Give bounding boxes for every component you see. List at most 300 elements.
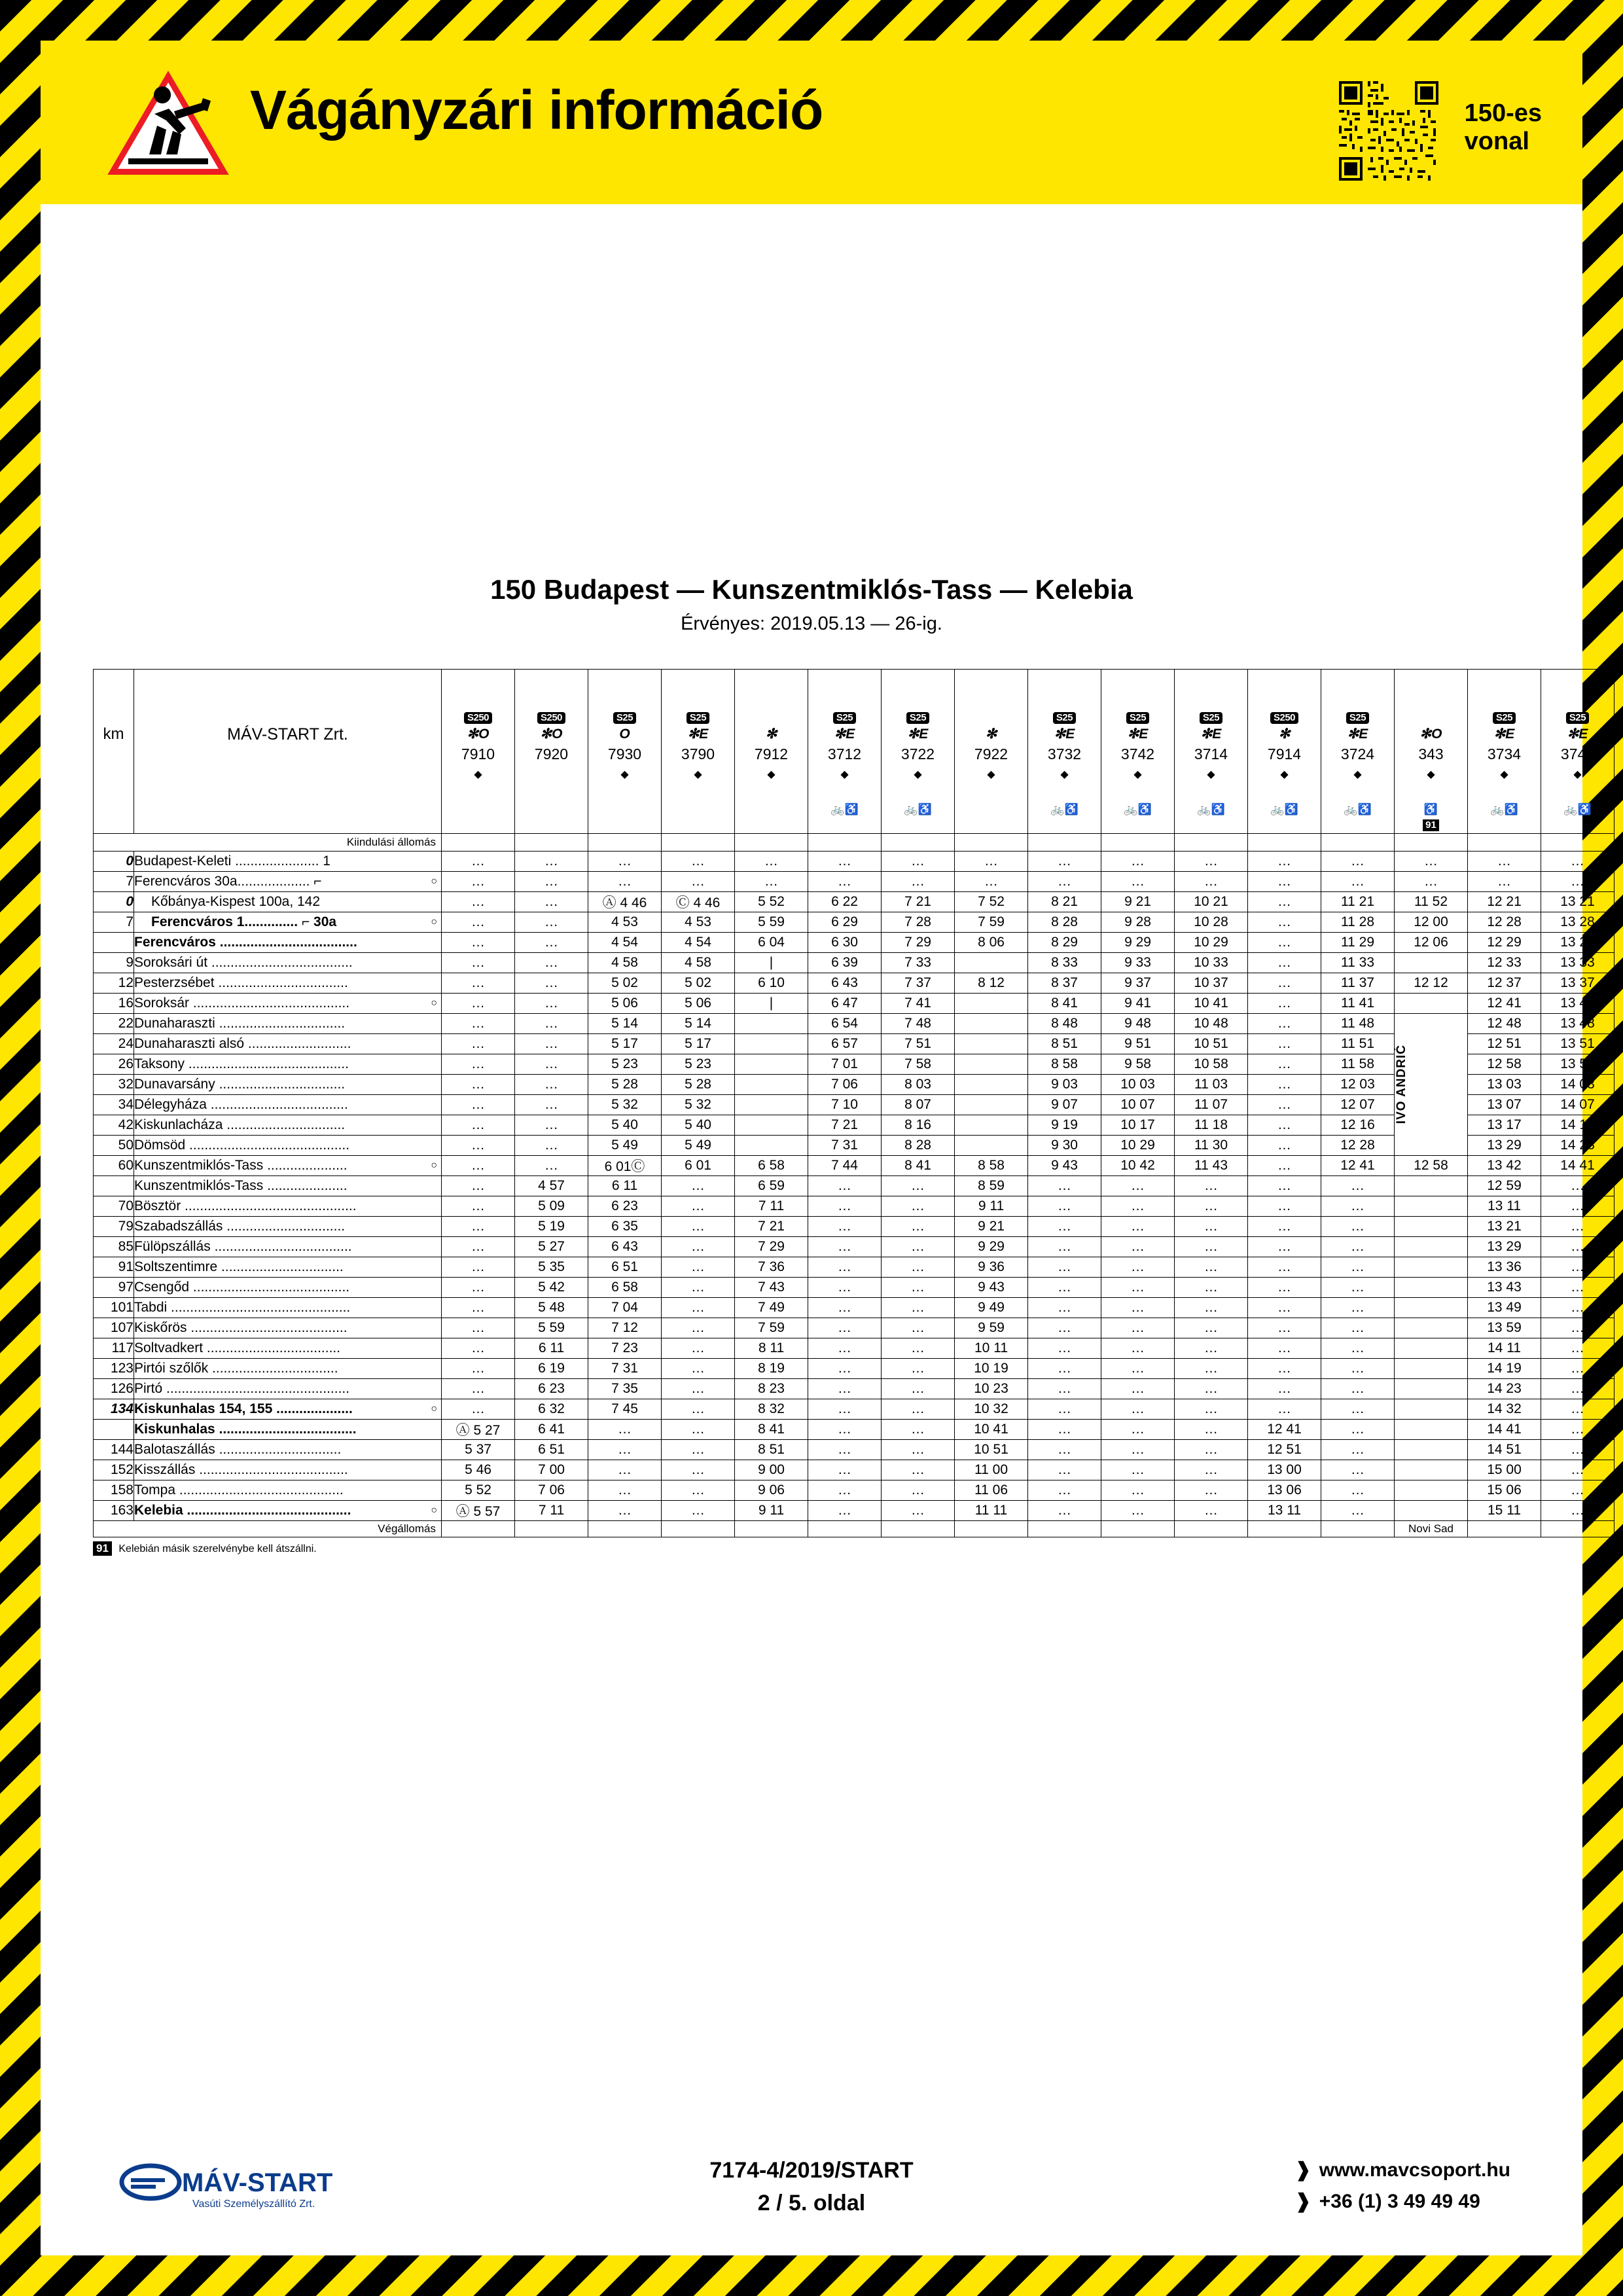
time-cell: … (1101, 1237, 1175, 1257)
time-cell: … (808, 1420, 882, 1440)
time-cell: 5 09 (515, 1196, 588, 1217)
station-name: Ferencváros 30a................... ⌐ ○ (134, 872, 442, 892)
km-value: 101 (94, 1298, 134, 1318)
time-cell: … (1101, 1399, 1175, 1420)
time-cell: 13 59 (1468, 1318, 1541, 1338)
time-cell: … (1175, 852, 1248, 872)
time-cell: 6 43 (808, 973, 882, 994)
station-name: Balotaszállás ................................ (134, 1440, 442, 1460)
service-badge: S25 (687, 712, 709, 724)
time-cell: … (442, 1379, 515, 1399)
time-cell: 14 51 (1468, 1440, 1541, 1460)
time-cell: 12 58 (1395, 1156, 1468, 1176)
time-cell: … (1541, 1460, 1614, 1480)
time-cell: … (1248, 1217, 1321, 1237)
time-cell: … (955, 852, 1028, 872)
time-cell: 6 10 (735, 973, 808, 994)
time-cell: … (1248, 1095, 1321, 1115)
time-cell: … (1028, 1237, 1101, 1257)
end-station-cell (955, 1521, 1028, 1537)
time-cell: 11 33 (1321, 953, 1395, 973)
train-343-route-label (1395, 1014, 1468, 1156)
time-cell (955, 1075, 1028, 1095)
time-cell: 9 07 (1028, 1095, 1101, 1115)
time-cell: 11 58 (1321, 1054, 1395, 1075)
train-column-header-7930[interactable] (588, 670, 662, 834)
table-row (94, 994, 1614, 1014)
time-cell: … (808, 1217, 882, 1237)
time-cell: 5 23 (588, 1054, 662, 1075)
train-column-header-3742[interactable] (1101, 670, 1175, 834)
time-cell: … (442, 852, 515, 872)
train-number: 3732 (1047, 745, 1082, 762)
train-column-header-7912[interactable] (735, 670, 808, 834)
start-station-cell (1175, 834, 1248, 852)
time-cell: … (662, 852, 735, 872)
time-cell: 9 59 (955, 1318, 1028, 1338)
time-cell: 15 06 (1468, 1480, 1541, 1501)
train-column-header-7922[interactable] (955, 670, 1028, 834)
time-cell: … (1175, 1176, 1248, 1196)
train-symbols: ✻O (467, 726, 490, 742)
phone-line[interactable] (1295, 2186, 1510, 2217)
station-name: Soltvadkert ................................... (134, 1338, 442, 1359)
time-cell: … (442, 1156, 515, 1176)
table-row (94, 912, 1614, 933)
station-marker-icon: ○ (431, 1403, 437, 1414)
time-cell (1395, 1278, 1468, 1298)
train-symbols: ✻ (1278, 726, 1291, 742)
time-cell: 8 37 (1028, 973, 1101, 994)
time-cell: 13 42 (1468, 1156, 1541, 1176)
train-number: 3734 (1487, 745, 1522, 762)
time-cell: … (442, 872, 515, 892)
time-cell: … (882, 1338, 955, 1359)
train-symbols: ✻E (907, 726, 929, 742)
time-cell: … (1175, 1480, 1248, 1501)
time-cell: 9 28 (1101, 912, 1175, 933)
time-cell: … (662, 1399, 735, 1420)
table-row (94, 1136, 1614, 1156)
time-cell: 5 02 (588, 973, 662, 994)
time-cell: … (1101, 1176, 1175, 1196)
time-cell: 13 33 (1541, 953, 1614, 973)
table-row (94, 1014, 1614, 1034)
end-station-cell (1175, 1521, 1248, 1537)
time-cell: … (442, 933, 515, 953)
table-row (94, 1420, 1614, 1440)
time-cell: 12 48 (1468, 1014, 1541, 1034)
time-cell: … (1101, 1420, 1175, 1440)
train-column-header-3790[interactable] (662, 670, 735, 834)
time-cell: 6 58 (588, 1278, 662, 1298)
time-cell: 10 51 (1175, 1034, 1248, 1054)
time-cell: 4 58 (588, 953, 662, 973)
time-cell: 10 21 (1175, 892, 1248, 912)
time-cell: … (1248, 1115, 1321, 1136)
time-cell: 11 30 (1175, 1136, 1248, 1156)
time-cell: … (1541, 1298, 1614, 1318)
time-cell: … (882, 1278, 955, 1298)
time-cell: … (1541, 1338, 1614, 1359)
time-cell: … (1321, 1460, 1395, 1480)
time-cell: … (1541, 1237, 1614, 1257)
time-cell (955, 1136, 1028, 1156)
train-column-header-7914[interactable] (1248, 670, 1321, 834)
time-cell: 7 29 (735, 1237, 808, 1257)
time-cell: … (1175, 1237, 1248, 1257)
time-cell: 7 04 (588, 1298, 662, 1318)
time-cell: … (442, 912, 515, 933)
time-cell: … (515, 892, 588, 912)
roadworks-warning-icon (106, 68, 230, 178)
table-row (94, 852, 1614, 872)
table-row (94, 1034, 1614, 1054)
time-cell: 5 14 (588, 1014, 662, 1034)
time-cell: 5 35 (515, 1257, 588, 1278)
diamond-icon: ◆ (474, 768, 482, 780)
table-row (94, 1318, 1614, 1338)
station-name: Dömsöd .......................................... (134, 1136, 442, 1156)
time-cell: 11 51 (1321, 1034, 1395, 1054)
bicycle-wheelchair-icon: 🚲♿ (904, 802, 932, 816)
time-cell: 8 06 (955, 933, 1028, 953)
train-column-header-3734[interactable] (1468, 670, 1541, 834)
time-cell: … (808, 1379, 882, 1399)
time-cell: … (1321, 1278, 1395, 1298)
time-cell: … (735, 872, 808, 892)
train-column-header-3712[interactable] (808, 670, 882, 834)
time-cell: 13 29 (1468, 1136, 1541, 1156)
time-cell (735, 1014, 808, 1034)
time-cell: … (442, 1217, 515, 1237)
train-column-header-3732[interactable] (1028, 670, 1101, 834)
time-cell: … (882, 872, 955, 892)
train-number: 7914 (1267, 745, 1302, 762)
station-name: Fülöpszállás .................................... (134, 1237, 442, 1257)
time-cell: 8 28 (882, 1136, 955, 1156)
time-cell: … (515, 973, 588, 994)
bicycle-wheelchair-icon: 🚲♿ (830, 802, 859, 816)
time-cell: 8 03 (882, 1075, 955, 1095)
end-station-cell (1541, 1521, 1614, 1537)
time-cell: … (1028, 1399, 1101, 1420)
train-column-header-3744[interactable] (1541, 670, 1614, 834)
time-cell: 6 11 (588, 1176, 662, 1196)
time-cell: 12 59 (1468, 1176, 1541, 1196)
time-cell: 9 41 (1101, 994, 1175, 1014)
time-cell: … (1248, 933, 1321, 953)
time-cell: 7 41 (882, 994, 955, 1014)
start-station-row (94, 834, 1614, 852)
time-cell: 7 00 (515, 1460, 588, 1480)
km-value: 42 (94, 1115, 134, 1136)
time-cell: 13 00 (1248, 1460, 1321, 1480)
time-cell: 5 40 (588, 1115, 662, 1136)
train-symbols: ✻E (1127, 726, 1149, 742)
train-column-header-7910[interactable] (442, 670, 515, 834)
time-cell: … (515, 1034, 588, 1054)
time-cell: 6 59 (735, 1176, 808, 1196)
service-badge: S25 (1346, 712, 1369, 724)
time-cell: 10 58 (1175, 1054, 1248, 1075)
time-cell: … (1468, 852, 1541, 872)
time-cell: … (1248, 892, 1321, 912)
time-cell: 14 19 (1468, 1359, 1541, 1379)
time-cell: … (1248, 994, 1321, 1014)
timetable-validity: Érvényes: 2019.05.13 — 26-ig. (681, 613, 942, 634)
time-cell: … (1321, 872, 1395, 892)
time-cell: 6 35 (588, 1217, 662, 1237)
header-band (41, 41, 1582, 204)
diamond-icon: ◆ (767, 768, 776, 780)
station-marker-icon: ○ (431, 1505, 437, 1516)
start-station-cell (735, 834, 808, 852)
time-cell: 9 37 (1101, 973, 1175, 994)
time-cell (955, 994, 1028, 1014)
time-cell: … (662, 1460, 735, 1480)
station-name: Dunavarsány ................................. (134, 1075, 442, 1095)
train-column-header-3714[interactable] (1175, 670, 1248, 834)
km-value: 7 (94, 912, 134, 933)
time-cell: … (1248, 1359, 1321, 1379)
start-station-cell (442, 834, 515, 852)
time-cell: 6 51 (515, 1440, 588, 1460)
time-cell: … (515, 1075, 588, 1095)
station-name: Kiskunlacháza ............................... (134, 1115, 442, 1136)
time-cell: 5 19 (515, 1217, 588, 1237)
table-row (94, 953, 1614, 973)
time-cell (735, 1075, 808, 1095)
train-column-header-7920[interactable] (515, 670, 588, 834)
time-cell (1395, 1196, 1468, 1217)
time-cell: … (882, 1501, 955, 1521)
time-cell: 9 43 (1028, 1156, 1101, 1176)
time-cell: … (882, 1217, 955, 1237)
time-cell (1395, 1379, 1468, 1399)
time-cell: 12 41 (1468, 994, 1541, 1014)
time-cell: … (1028, 1480, 1101, 1501)
km-value: 7 (94, 872, 134, 892)
km-value: 152 (94, 1460, 134, 1480)
time-cell: 5 28 (662, 1075, 735, 1095)
time-cell: 5 37 (442, 1440, 515, 1460)
station-name: Szabadszállás ............................... (134, 1217, 442, 1237)
footnote-ref-badge: 91 (1423, 819, 1439, 832)
station-name: Dunaharaszti alsó ........................... (134, 1034, 442, 1054)
time-cell: … (882, 1257, 955, 1278)
time-cell: 13 37 (1541, 973, 1614, 994)
time-cell: 6 23 (588, 1196, 662, 1217)
train-number: 3724 (1340, 745, 1375, 762)
time-cell: 14 28 (1541, 1136, 1614, 1156)
time-cell: 9 51 (1101, 1034, 1175, 1054)
timetable (93, 669, 1595, 1556)
time-cell: … (442, 1257, 515, 1278)
start-station-cell (1395, 834, 1468, 852)
time-cell (735, 1034, 808, 1054)
end-station-cell (1321, 1521, 1395, 1537)
km-value: 163 (94, 1501, 134, 1521)
time-cell: … (588, 872, 662, 892)
table-row (94, 872, 1614, 892)
time-cell: 9 00 (735, 1460, 808, 1480)
service-badge: S25 (1053, 712, 1076, 724)
time-cell: … (955, 872, 1028, 892)
time-cell: … (1028, 1338, 1101, 1359)
time-cell: 13 49 (1468, 1298, 1541, 1318)
start-station-cell (662, 834, 735, 852)
time-cell: … (1321, 1257, 1395, 1278)
time-cell: … (515, 1014, 588, 1034)
time-cell: 14 41 (1468, 1420, 1541, 1440)
time-cell: 10 29 (1175, 933, 1248, 953)
footnote-text: Kelebián másik szerelvénybe kell átszállni. (118, 1543, 317, 1554)
train-column-header-3724[interactable] (1321, 670, 1395, 834)
service-badge: S250 (464, 712, 492, 724)
time-cell: … (1321, 1359, 1395, 1379)
time-cell: … (1321, 1399, 1395, 1420)
time-cell: … (515, 912, 588, 933)
time-cell: 10 42 (1101, 1156, 1175, 1176)
end-station-cell (1468, 1521, 1541, 1537)
train-symbols: ✻E (1567, 726, 1588, 742)
station-marker-icon: ○ (431, 997, 437, 1009)
time-cell: … (1321, 1298, 1395, 1318)
time-cell: 7 33 (882, 953, 955, 973)
time-cell: … (515, 852, 588, 872)
station-name: Tabdi ............................................... (134, 1298, 442, 1318)
time-cell: … (1101, 1318, 1175, 1338)
time-cell (1395, 994, 1468, 1014)
time-cell: 7 21 (735, 1217, 808, 1237)
table-row (94, 933, 1614, 953)
time-cell: 14 32 (1468, 1399, 1541, 1420)
km-value: 158 (94, 1480, 134, 1501)
time-cell: 6 29 (808, 912, 882, 933)
km-header-text: km (103, 725, 124, 743)
station-name: Pirtói szőlők ................................. (134, 1359, 442, 1379)
start-station-cell (1248, 834, 1321, 852)
table-row (94, 1379, 1614, 1399)
time-cell: 4 53 (588, 912, 662, 933)
time-cell: … (515, 994, 588, 1014)
time-cell: … (1101, 1379, 1175, 1399)
time-cell: … (442, 1136, 515, 1156)
start-station-cell (588, 834, 662, 852)
time-cell: … (662, 1278, 735, 1298)
time-cell: … (1541, 1480, 1614, 1501)
qr-code-icon (1339, 81, 1438, 181)
train-symbols: ✻E (687, 726, 709, 742)
time-cell: … (1028, 1298, 1101, 1318)
time-cell: 10 33 (1175, 953, 1248, 973)
time-cell: 14 16 (1541, 1115, 1614, 1136)
time-cell: 13 17 (1468, 1115, 1541, 1136)
time-cell: 5 32 (662, 1095, 735, 1115)
time-cell: 8 51 (1028, 1034, 1101, 1054)
time-cell: 11 07 (1175, 1095, 1248, 1115)
time-cell: 12 00 (1395, 912, 1468, 933)
time-cell: … (808, 1278, 882, 1298)
time-cell: … (1175, 1257, 1248, 1278)
start-station-cell (1321, 834, 1395, 852)
train-column-header-343[interactable] (1395, 670, 1468, 834)
time-cell: … (1321, 852, 1395, 872)
time-cell: 6 57 (808, 1034, 882, 1054)
train-symbols: ✻O (1419, 726, 1442, 742)
time-cell: … (1175, 1420, 1248, 1440)
time-cell: 12 12 (1395, 973, 1468, 994)
station-name: Kőbánya-Kispest 100a, 142 (134, 892, 442, 912)
station-name: Ferencváros 1.............. ⌐ 30a ○ (134, 912, 442, 933)
service-badge: S250 (1270, 712, 1298, 724)
time-cell: 5 52 (442, 1480, 515, 1501)
svg-text:Vasúti Személyszállító Zrt.: Vasúti Személyszállító Zrt. (192, 2198, 315, 2210)
table-row (94, 892, 1614, 912)
train-number: 3742 (1120, 745, 1155, 762)
time-cell: Ⓐ 5 57 (442, 1501, 515, 1521)
time-cell: 9 03 (1028, 1075, 1101, 1095)
service-badge: S25 (1566, 712, 1589, 724)
time-cell: … (1175, 1501, 1248, 1521)
time-cell: … (882, 1420, 955, 1440)
time-cell: 12 41 (1248, 1420, 1321, 1440)
end-station-cell (662, 1521, 735, 1537)
time-cell: … (1541, 1359, 1614, 1379)
time-cell: … (1175, 1318, 1248, 1338)
time-cell: 8 29 (1028, 933, 1101, 953)
diamond-icon: ◆ (1207, 768, 1215, 780)
time-cell: … (662, 1440, 735, 1460)
time-cell: 11 52 (1395, 892, 1468, 912)
diamond-icon: ◆ (1353, 768, 1362, 780)
time-cell: 11 28 (1321, 912, 1395, 933)
time-cell: … (515, 1156, 588, 1176)
time-cell: 11 18 (1175, 1115, 1248, 1136)
table-row (94, 1460, 1614, 1480)
time-cell: 5 48 (515, 1298, 588, 1318)
diamond-icon: ◆ (1133, 768, 1142, 780)
time-cell: 6 41 (515, 1420, 588, 1440)
footer-contact (1295, 2155, 1510, 2217)
time-cell: 5 17 (588, 1034, 662, 1054)
table-row (94, 1298, 1614, 1318)
time-cell: 9 19 (1028, 1115, 1101, 1136)
time-cell: … (882, 1176, 955, 1196)
train-column-header-3722[interactable] (882, 670, 955, 834)
time-cell: 12 03 (1321, 1075, 1395, 1095)
time-cell: … (1321, 1440, 1395, 1460)
time-cell: 13 07 (1468, 1095, 1541, 1115)
time-cell: … (882, 1440, 955, 1460)
website-line[interactable] (1295, 2155, 1510, 2186)
time-cell: … (1028, 1420, 1101, 1440)
time-cell: … (1248, 973, 1321, 994)
time-cell: … (662, 1420, 735, 1440)
route-name-vertical: IVO ANDRIĆ (1395, 1045, 1408, 1124)
time-cell: … (515, 1054, 588, 1075)
end-station-label: Végállomás (94, 1521, 442, 1537)
train-symbols: ✻E (1347, 726, 1368, 742)
time-cell: 11 48 (1321, 1014, 1395, 1034)
time-cell: … (662, 1257, 735, 1278)
time-cell: … (1248, 1257, 1321, 1278)
time-cell: 10 28 (1175, 912, 1248, 933)
station-name: Csengőd ......................................... (134, 1278, 442, 1298)
station-name: Soroksár ......................................... ○ (134, 994, 442, 1014)
time-cell: 7 06 (808, 1075, 882, 1095)
